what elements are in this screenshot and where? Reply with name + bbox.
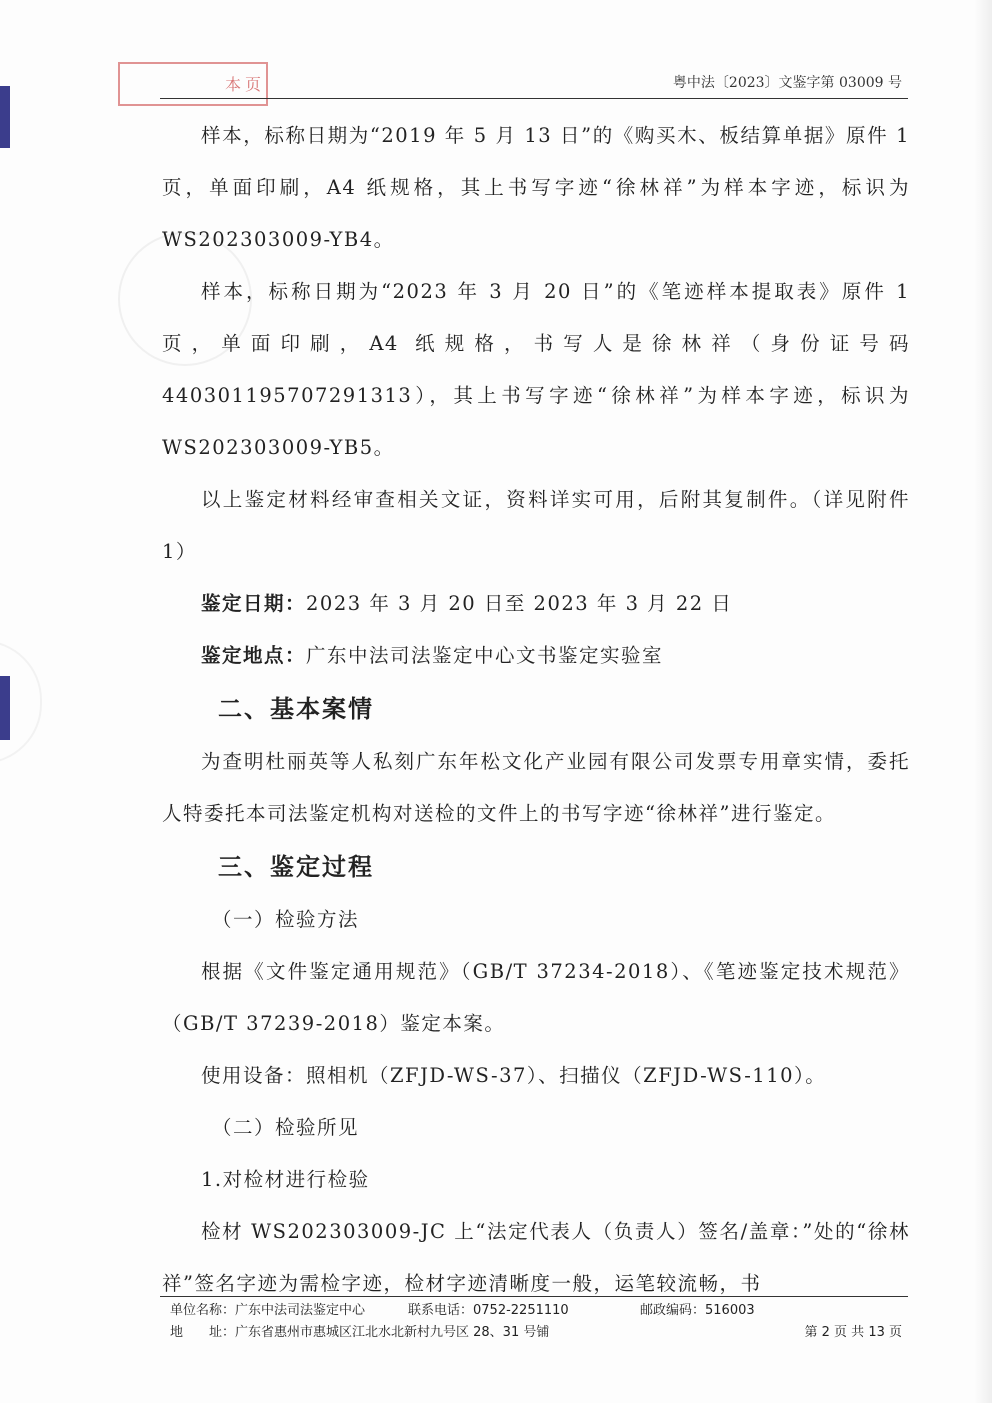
faint-seal-impression xyxy=(0,640,42,764)
subheading-methods: （一）检验方法 xyxy=(212,908,360,931)
scan-shadow xyxy=(974,0,992,1403)
footer-address: 地 址：广东省惠州市惠城区江北水北新村九号区 28、31 号铺 xyxy=(170,1325,550,1340)
header-divider xyxy=(160,98,908,99)
page-number: 第 2 页 共 13 页 xyxy=(804,1325,902,1340)
document-number: 粤中法〔2023〕文鉴字第 03009 号 xyxy=(672,75,902,91)
section-heading-process: 三、鉴定过程 xyxy=(218,853,374,881)
paragraph-materials-summary: 以上鉴定材料经审查相关文证，资料详实可用，后附其复制件。（详见附件 1） xyxy=(162,488,910,563)
footer-unit-name: 单位名称：广东中法司法鉴定中心 xyxy=(170,1303,366,1318)
paragraph-sample-yb4: 样本，标称日期为“2019 年 5 月 13 日”的《购买木、板结算单据》原件 1 页，单面印刷，A4 纸规格，其上书写字迹“徐林祥”为样本字迹，标识为 WS202303009-YB4。 xyxy=(162,124,910,251)
subheading-findings: （二）检验所见 xyxy=(212,1116,360,1139)
page-footer xyxy=(170,1299,910,1343)
page-stamp-text: 本页 xyxy=(225,75,266,94)
paragraph-standards: 根据《文件鉴定通用规范》（GB/T 37234-2018）、《笔迹鉴定技术规范》（GB/T 37239-2018）鉴定本案。 xyxy=(162,960,910,1035)
appraisal-date-label: 鉴定日期： xyxy=(201,592,307,615)
document-body xyxy=(162,110,910,1310)
appraisal-date-value: 2023 年 3 月 20 日至 2023 年 3 月 22 日 xyxy=(306,592,733,615)
appraisal-place xyxy=(162,630,910,682)
paragraph-sample-yb5: 样本，标称日期为“2023 年 3 月 20 日”的《笔迹样本提取表》原件 1 页，单面印刷，A4 纸规格，书写人是徐林祥（身份证号码 440301195707291313），其上书写字迹“徐林祥”为样本字迹，标识为 WS202303009-YB5。 xyxy=(162,280,910,459)
subheading-examine-material: 1.对检材进行检验 xyxy=(201,1168,370,1191)
section-heading-case-facts: 二、基本案情 xyxy=(218,695,374,723)
footer-phone: 联系电话：0752-2251110 xyxy=(408,1303,569,1318)
footer-divider xyxy=(160,1296,908,1297)
paragraph-case-facts: 为查明杜丽英等人私刻广东年松文化产业园有限公司发票专用章实情，委托人特委托本司法鉴定机构对送检的文件上的书写字迹“徐林祥”进行鉴定。 xyxy=(162,750,910,825)
paragraph-equipment: 使用设备：照相机（ZFJD-WS-37）、扫描仪（ZFJD-WS-110）。 xyxy=(201,1064,827,1087)
appraisal-place-value: 广东中法司法鉴定中心文书鉴定实验室 xyxy=(306,644,664,667)
scan-edge-mark xyxy=(0,86,10,148)
appraisal-place-label: 鉴定地点： xyxy=(201,644,307,667)
appraisal-date xyxy=(162,578,910,630)
footer-postcode: 邮政编码：516003 xyxy=(640,1303,755,1318)
paragraph-material-examination: 检材 WS202303009-JC 上“法定代表人（负责人）签名/盖章：”处的“徐林祥”签名字迹为需检字迹，检材字迹清晰度一般，运笔较流畅，书 xyxy=(162,1220,910,1295)
